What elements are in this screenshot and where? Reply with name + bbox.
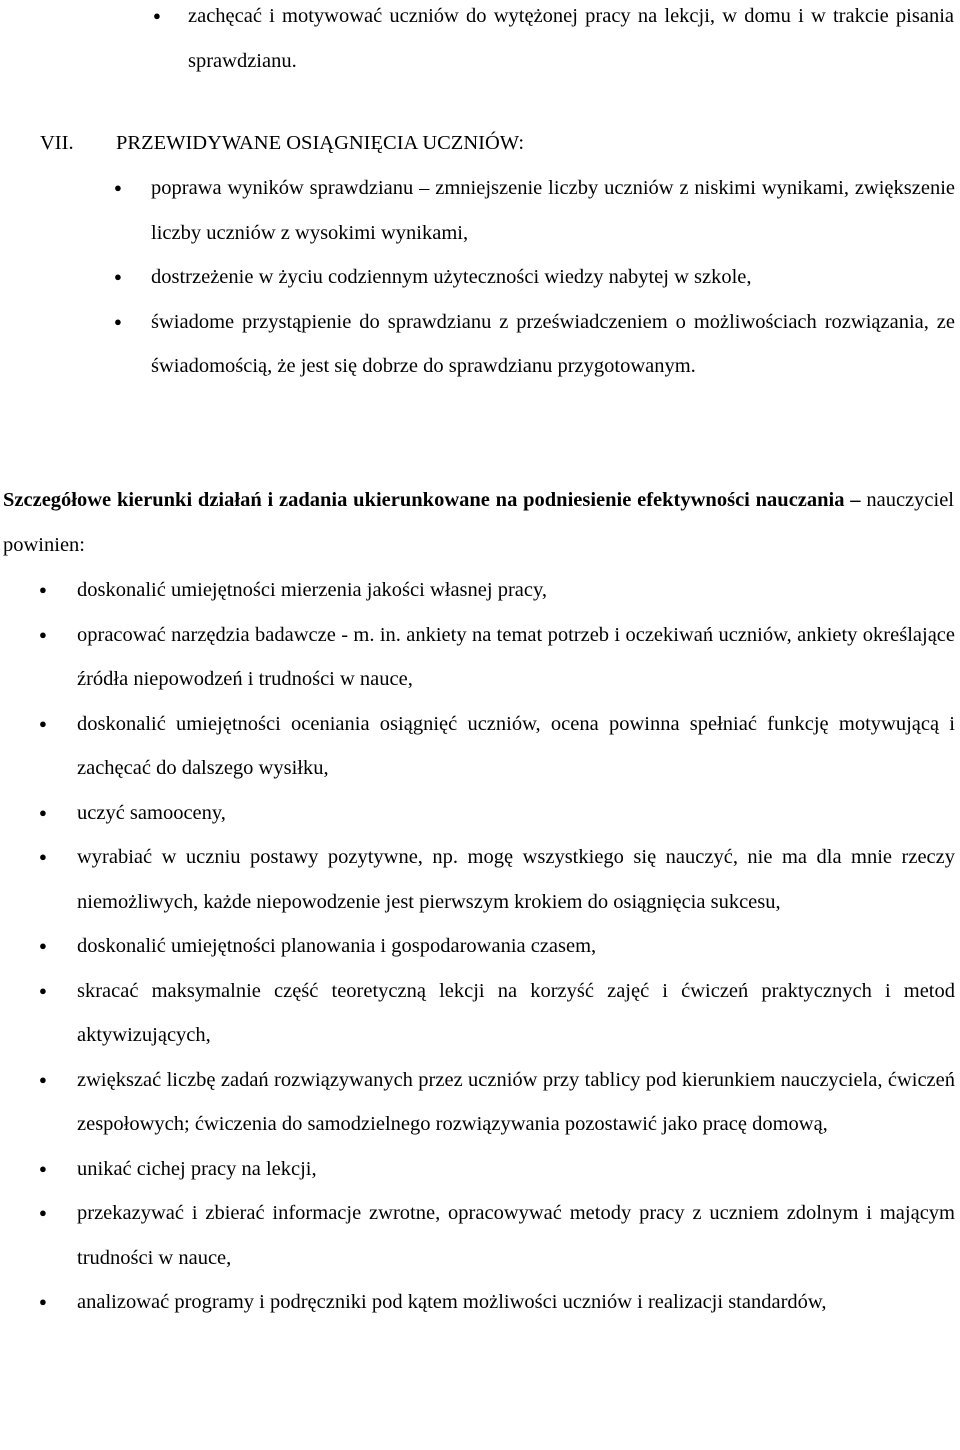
list-item (77, 1058, 955, 1147)
list-item (77, 835, 955, 924)
list-item (77, 924, 955, 969)
teacher-tasks-list (77, 568, 955, 1325)
list-item-text: przekazywać i zbierać informacje zwrotne, opracowywać metody pracy z uczniem zdolnym i mającym trudności w nauce, (77, 1202, 955, 1269)
bullet-icon (39, 568, 47, 613)
list-item-text: skracać maksymalnie część teoretyczną lekcji na korzyść zajęć i ćwiczeń praktycznych i metod aktywizujących, (77, 979, 955, 1046)
bullet-icon (39, 1191, 47, 1236)
directions-heading-normal: nauczyciel powinien: (3, 489, 954, 556)
list-item (77, 1280, 955, 1325)
list-item-text: doskonalić umiejętności planowania i gospodarowania czasem, (77, 935, 597, 957)
list-item-text: zachęcać i motywować uczniów do wytężonej pracy na lekcji, w domu i w trakcie pisania sprawdzianu. (188, 5, 954, 72)
bullet-icon (39, 924, 47, 969)
bullet-icon (39, 1147, 47, 1192)
list-item (77, 1147, 955, 1192)
bullet-icon (114, 166, 122, 211)
section-title: PRZEWIDYWANE OSIĄGNIĘCIA UCZNIÓW: (116, 132, 525, 154)
list-item-text: wyrabiać w uczniu postawy pozytywne, np. mogę wszystkiego się nauczyć, nie ma dla mnie rzeczy niemożliwych, każde niepowodzenie jest pierwszym krokiem do osiągnięcia sukcesu, (77, 846, 955, 913)
list-item-text: poprawa wyników sprawdzianu – zmniejszenie liczby uczniów z niskimi wynikami, zwiększenie liczby uczniów z wysokimi wynikami, (151, 177, 955, 244)
list-item-text: świadome przystąpienie do sprawdzianu z przeświadczeniem o możliwościach rozwiązania, ze świadomością, że jest się dobrze do sprawdzianu przygotowanym. (151, 310, 955, 377)
list-item (151, 255, 955, 300)
list-item (188, 0, 954, 83)
list-item (151, 166, 955, 255)
list-item (77, 702, 955, 791)
list-item (77, 613, 955, 702)
bullet-icon (39, 791, 47, 836)
list-item-text: uczyć samooceny, (77, 801, 226, 824)
list-item (77, 568, 955, 613)
list-item-text: analizować programy i podręczniki pod kątem możliwości uczniów i realizacji standardów, (77, 1291, 827, 1313)
list-item-text: unikać cichej pracy na lekcji, (77, 1157, 317, 1180)
bullet-icon (39, 1280, 47, 1325)
bullet-icon (114, 255, 122, 300)
bullet-icon (39, 613, 47, 658)
list-item-text: opracować narzędzia badawcze - m. in. ankiety na temat potrzeb i oczekiwań uczniów, ankiety określające źródła niepowodzeń i trudności w nauce, (77, 623, 955, 690)
directions-heading (3, 478, 954, 567)
list-item (77, 969, 955, 1058)
bullet-icon (39, 835, 47, 880)
bullet-icon (153, 0, 161, 39)
achievements-list (151, 166, 955, 389)
list-item (151, 300, 955, 389)
list-item-text: dostrzeżenie w życiu codziennym użyteczności wiedzy nabytej w szkole, (151, 266, 752, 288)
section-number: VII. (40, 132, 74, 154)
list-item-text: doskonalić umiejętności mierzenia jakości własnej pracy, (77, 579, 548, 601)
section-heading (40, 121, 940, 165)
list-item-text: zwiększać liczbę zadań rozwiązywanych przez uczniów przy tablicy pod kierunkiem nauczyciela, ćwiczeń zespołowych; ćwiczenia do samodzielnego rozwiązywania pozostawić jako pracę domową, (77, 1068, 955, 1135)
list-item-text: doskonalić umiejętności oceniania osiągnięć uczniów, ocena powinna spełniać funkcję motywującą i zachęcać do dalszego wysiłku, (77, 712, 955, 779)
bullet-icon (114, 300, 122, 345)
bullet-icon (39, 969, 47, 1014)
bullet-icon (39, 1058, 47, 1103)
list-item (77, 791, 955, 836)
bullet-icon (39, 702, 47, 747)
directions-heading-bold: Szczegółowe kierunki działań i zadania ukierunkowane na podniesienie efektywności nauczania – (3, 489, 867, 511)
list-item (77, 1191, 955, 1280)
top-bullet-list (188, 0, 954, 83)
